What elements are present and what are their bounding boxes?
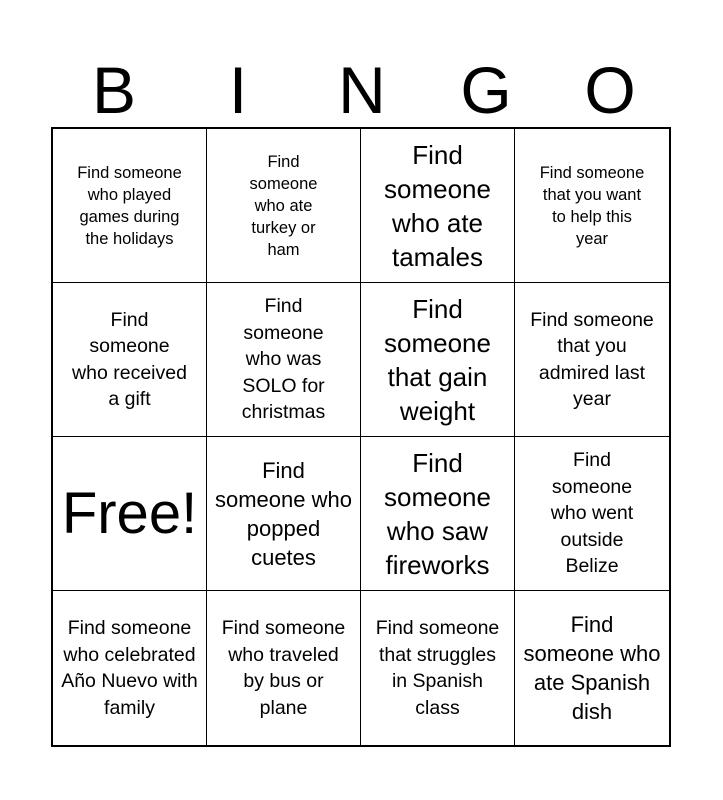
bingo-cell[interactable]: [53, 129, 207, 283]
cell-text: Find someone who popped cuetes: [215, 457, 352, 570]
header-letter-b: B: [91, 53, 137, 127]
cell-text: Find someone that you admired last year: [530, 308, 654, 410]
bingo-cell[interactable]: [207, 437, 361, 591]
bingo-cell[interactable]: [515, 283, 669, 437]
cell-text: Find someone that gain weight: [384, 293, 491, 426]
cell-text: Find someone who went outside Belize: [550, 449, 634, 578]
bingo-cell[interactable]: [515, 129, 669, 283]
bingo-cell[interactable]: [53, 591, 207, 745]
bingo-header: [52, 52, 672, 128]
bingo-cell[interactable]: [361, 129, 515, 283]
free-space-text: Free!: [61, 480, 198, 546]
cell-text: Find someone who received a gift: [72, 308, 187, 410]
bingo-cell-free[interactable]: [53, 437, 207, 591]
bingo-cell[interactable]: [361, 591, 515, 745]
cell-text: Find someone who ate Spanish dish: [523, 612, 661, 724]
cell-text: Find someone who ate tamales: [384, 139, 491, 272]
bingo-cell[interactable]: [207, 591, 361, 745]
cell-text: Find someone that you want to help this year: [539, 163, 645, 248]
cell-text: Find someone who ate turkey or ham: [249, 152, 318, 259]
cell-text: Find someone who was SOLO for christmas: [241, 295, 326, 424]
bingo-cell[interactable]: [207, 129, 361, 283]
bingo-board: [51, 127, 671, 747]
header-letter-g: G: [460, 53, 512, 127]
bingo-cell[interactable]: [207, 283, 361, 437]
header-letter-n: N: [338, 53, 386, 127]
cell-text: Find someone who saw fireworks: [384, 447, 491, 580]
bingo-cell[interactable]: [361, 283, 515, 437]
cell-text: Find someone that struggles in Spanish class: [375, 617, 500, 719]
header-letter-o: O: [584, 53, 636, 127]
bingo-cell[interactable]: [515, 591, 669, 745]
bingo-cell[interactable]: [361, 437, 515, 591]
bingo-cell[interactable]: [515, 437, 669, 591]
bingo-cell[interactable]: [53, 283, 207, 437]
header-letter-i: I: [228, 53, 248, 127]
cell-text: Find someone who celebrated Año Nuevo with family: [61, 617, 198, 719]
cell-text: Find someone who played games during the holidays: [77, 163, 182, 248]
cell-text: Find someone who traveled by bus or plane: [221, 617, 346, 719]
